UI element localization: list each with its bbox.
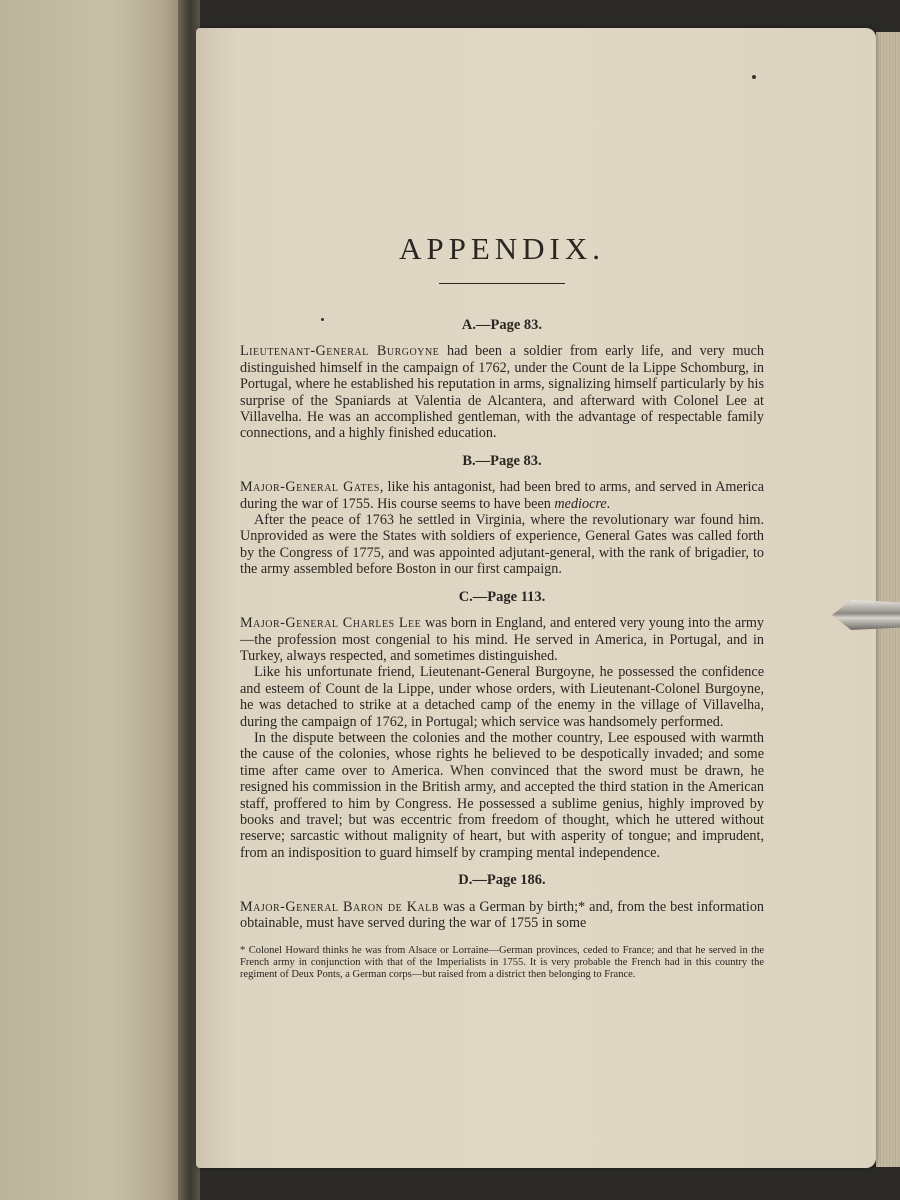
paragraph	[240, 615, 764, 664]
footnote: * Colonel Howard thinks he was from Alsace or Lorraine—German provinces, ceded to France; and that he served in the French army in conjunction with that of the Imperialists in 1755. It is very probable the French had in this country the regiment of Deux Ponts, a German corps—but raised from a district then belonging to France.	[240, 945, 764, 981]
paragraph	[240, 343, 764, 441]
section-heading: D.—Page 186.	[458, 872, 546, 889]
page-content	[240, 40, 764, 981]
page-edges	[876, 32, 900, 1167]
emphasis: mediocre	[554, 495, 607, 512]
paragraph-text: had been a soldier from early life, and very much distinguished himself in the campaign of 1762, under the Count de la Lippe Schomburg, in Portugal, where he established his reputation in arms, signalizing himself particularly by his surprise of the Spaniards at Valentia de Alcantera, and afterward with Colonel Lee at Villavelha. He was an accomplished gentleman, with the advantage of respectable family connections, and a highly finished education.	[240, 343, 765, 442]
lead-name: Lieutenant-General Burgoyne	[240, 343, 440, 360]
paragraph: Like his unfortunate friend, Lieutenant-General Burgoyne, he possessed the confidence and esteem of Count de la Lippe, under whose orders, with Lieutenant-Colonel Burgoyne, he was detached to strike at a detached camp of the enemy in the village of Villavelha, during the campaign of 1762, in Portugal; which service was handsomely performed.	[240, 664, 764, 730]
paragraph	[240, 899, 764, 932]
paragraph-text: , like his antagonist, had been bred to arms, and served in America during the war of 1755. His course seems to have been	[240, 479, 764, 512]
paragraph-text: .	[606, 495, 611, 512]
paragraph-text: was born in England, and entered very young into the army—the profession most congenial to his mind. He served in America, in Portugal, and in Turkey, always respected, and sometimes distinguished.	[240, 615, 764, 664]
left-page	[0, 0, 185, 1200]
paragraph: After the peace of 1763 he settled in Virginia, where the revolutionary war found him. Unprovided as were the States with soldiers of experience, General Gates was called forth by the Congress of 1775, and was appointed adjutant-general, with the rank of brigadier, to the army assembled before Boston in our first campaign.	[240, 512, 764, 578]
lead-name: Major-General Gates	[240, 479, 380, 496]
lead-name: Major-General Baron de Kalb	[240, 898, 439, 915]
section-heading: C.—Page 113.	[458, 588, 546, 605]
section-b	[240, 453, 764, 578]
paragraph-text: was a German by birth;* and, from the best information obtainable, must have served during the war of 1755 in some	[240, 898, 765, 931]
paragraph	[240, 479, 764, 512]
section-d	[240, 872, 764, 931]
section-heading: A.—Page 83.	[461, 317, 543, 333]
page-title: APPENDIX.	[398, 231, 606, 266]
lead-name: Major-General Charles Lee	[240, 615, 422, 632]
section-c	[240, 589, 764, 862]
section-a	[240, 317, 764, 442]
title-rule	[439, 283, 565, 284]
paragraph: In the dispute between the colonies and the mother country, Lee espoused with warmth the cause of the colonies, whose rights he believed to be despotically invaded; and some time after came over to America. When convinced that the sword must be drawn, he resigned his commission in the British army, and accepted the third station in the American staff, proffered to him by Congress. He possessed a sublime genius, highly improved by books and travel; but was eccentric from freedom of thought, which he uttered without reserve; sarcastic without malignity of heart, but with asperity of tongue; and imprudent, from an indisposition to guard himself by cramping mental independence.	[240, 729, 764, 861]
section-heading: B.—Page 83.	[462, 452, 542, 469]
